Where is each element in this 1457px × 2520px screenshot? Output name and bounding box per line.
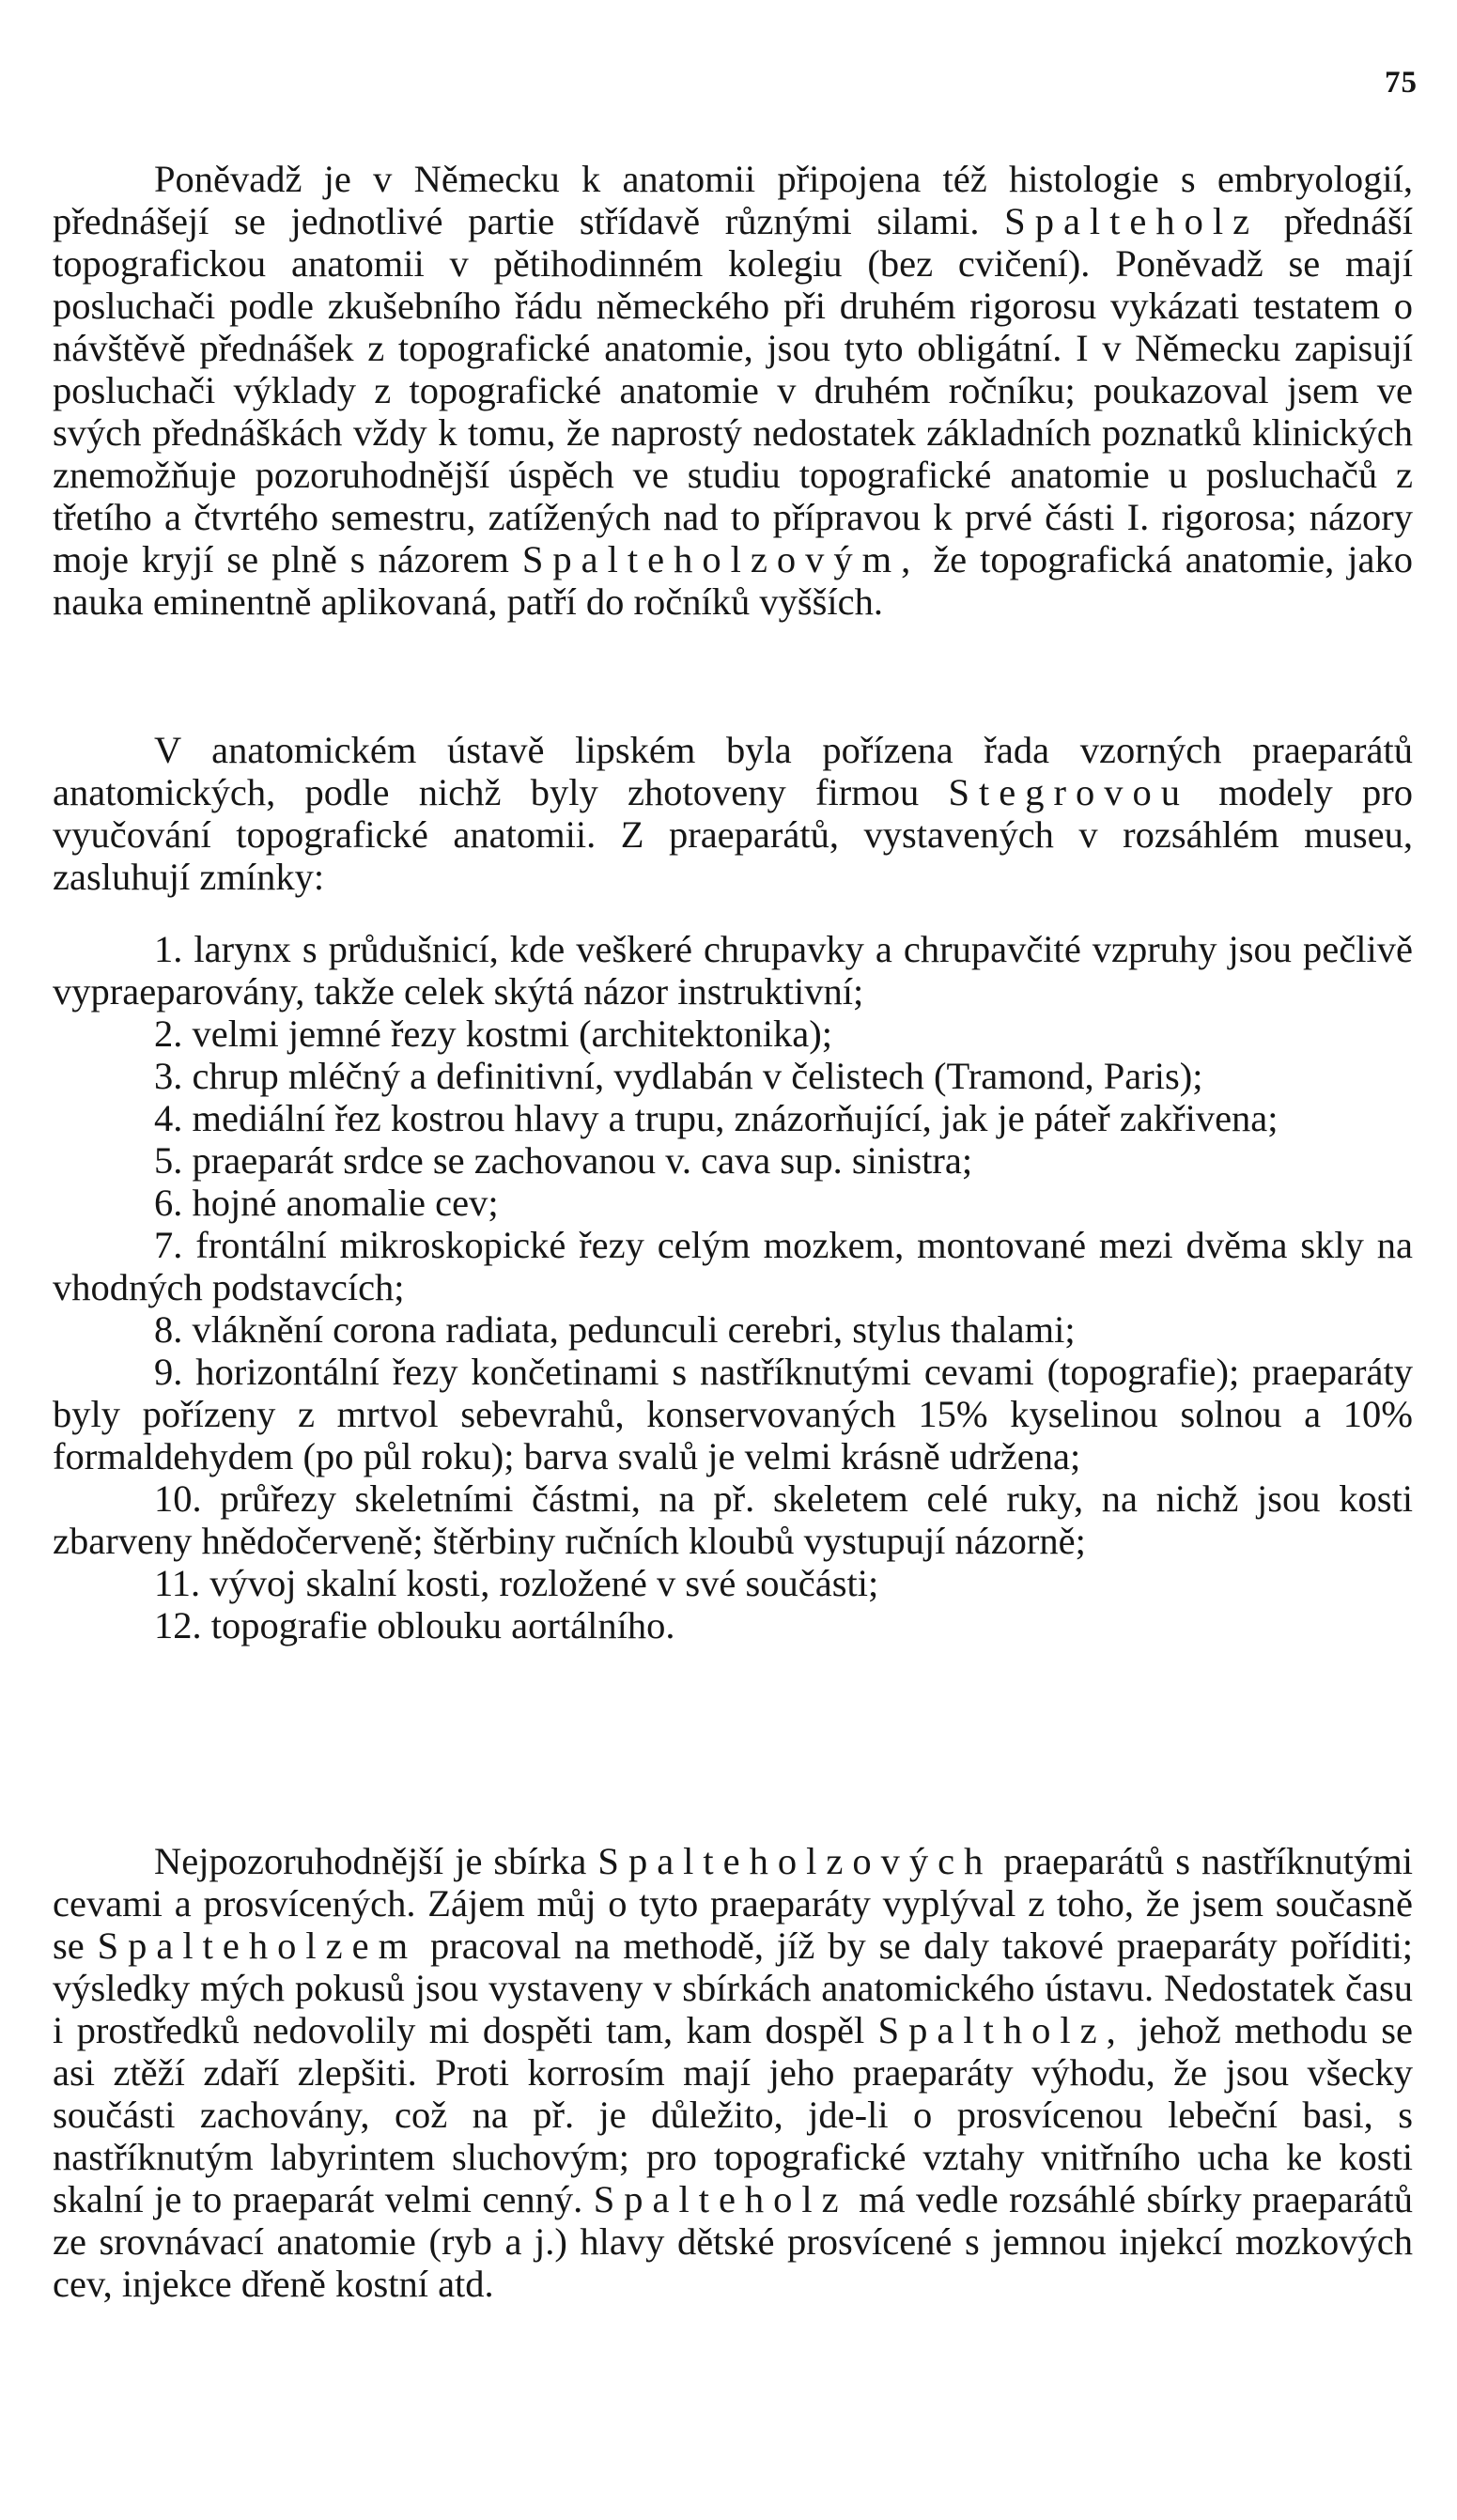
paragraph-spalteholz-collection xyxy=(53,1840,1413,2305)
list-item: 10. průřezy skeletními částmi, na př. skeletem celé ruky, na nichž jsou kosti zbarveny hnědočerveně; štěrbiny ručních kloubů vystupují názorně; xyxy=(53,1477,1413,1562)
text-run: přednáší topografickou anatomii v pětihodinném kolegiu (bez cvičení). Poněvadž se mají posluchači podle zkušebního řádu německého při druhém rigorosu vykázati testatem o návštěvě přednášek z topografické anatomie, jsou tyto obligátní. I v Německu zapisují posluchači výklady z topografické anatomie v druhém ročníku; poukazoval jsem ve svých přednáškách vždy k tomu, že naprostý nedostatek základních poznatků klinických znemožňuje pozoruhodnější úspěch ve studiu topografické anatomie u posluchačů z třetího a čtvrtého semestru, zatížených nad to přípravou k prvé části I. rigorosa; názory moje kryjí se plně s názorem xyxy=(53,200,1413,580)
text-run: že topografická anatomie, jako nauka eminentně aplikovaná, patří do ročníků vyšších. xyxy=(53,538,1413,623)
list-item: 11. vývoj skalní kosti, rozložené v své součásti; xyxy=(154,1562,879,1604)
list-item: 7. frontální mikroskopické řezy celým mozkem, montované mezi dvěma skly na vhodných podstavcích; xyxy=(53,1224,1413,1308)
page-number: 75 xyxy=(1385,66,1418,100)
text-run: Poněvadž je v Německu k anatomii připojena též histologie s embryologií, přednášejí se jednotlivé partie střídavě různými silami. xyxy=(53,158,1413,242)
text-run: praeparátů s nastříknutými cevami a prosvícených. Zájem můj o tyto praeparáty vyplýval z toho, že jsem současně se xyxy=(53,1840,1414,1967)
paragraph-text xyxy=(53,729,1413,898)
list-item: 8. vláknění corona radiata, pedunculi cerebri, stylus thalami; xyxy=(154,1308,1076,1351)
list-item: 6. hojné anomalie cev; xyxy=(154,1182,499,1224)
list-item: 12. topografie oblouku aortálního. xyxy=(154,1604,675,1647)
paragraph-spalteholz-lectures xyxy=(53,158,1413,623)
paragraph-text xyxy=(53,1840,1413,2305)
text-run: Nejpozoruhodnější je sbírka xyxy=(154,1840,598,1882)
name-spaced: Spaltholz, xyxy=(877,2009,1125,2051)
name-spaced: Spalteholzovým, xyxy=(521,538,921,580)
list-item: 1. larynx s průdušnicí, kde veškeré chrupavky a chrupavčité vzpruhy jsou pečlivě vypraeparovány, takže celek skýtá názor instruktivní; xyxy=(53,928,1413,1013)
name-spaced: Stegrovou xyxy=(948,771,1189,813)
list-item: 4. mediální řez kostrou hlavy a trupu, znázorňující, jak je páteř zakřivena; xyxy=(154,1097,1279,1139)
name-spaced: Spalteholzem xyxy=(97,1925,418,1967)
text-run: má vedle rozsáhlé sbírky praeparátů ze srovnávací anatomie (ryb a j.) hlavy dětské prosvícené s jemnou injekcí mozkových cev, injekce dřeně kostní atd. xyxy=(53,2178,1413,2305)
list-item: 2. velmi jemné řezy kostmi (architektonika); xyxy=(154,1013,833,1055)
paragraph-leipzig-institute xyxy=(53,729,1413,898)
text-run: jehož methodu se asi ztěží zdaří zlepšiti. Proti korrosím mají jeho praeparáty výhodu, že jsou všecky součásti zachovány, což na př. je důležito, jde-li o prosvícenou lebeční basi, s nastříknutým labyrintem sluchovým; pro topografické vztahy vnitřního ucha ke kosti skalní je to praeparát velmi cenný. xyxy=(53,2009,1413,2220)
paragraph-text xyxy=(53,158,1413,623)
text-run: modely pro vyučování topografické anatomii. Z praeparátů, vystavených v rozsáhlém museu, zasluhují zmínky: xyxy=(53,771,1413,898)
list-item: 5. praeparát srdce se zachovanou v. cava sup. sinistra; xyxy=(154,1139,973,1182)
name-spaced: Spalteholz xyxy=(1004,200,1260,242)
name-spaced: Spalteholzových xyxy=(597,1840,993,1882)
name-spaced: Spalteholz xyxy=(593,2178,848,2220)
preparations-list xyxy=(53,928,1413,1647)
text-run: pracoval na methodě, jíž by se daly takové praeparáty poříditi; výsledky mých pokusů jsou vystaveny v sbírkách anatomického ústavu. Nedostatek času i prostředků nedovolily mi dospěti tam, kam dospěl xyxy=(53,1925,1413,2051)
text-run: V anatomickém ústavě lipském byla pořízena řada vzorných praeparátů anatomických, podle nichž byly zhotoveny firmou xyxy=(53,729,1413,813)
list-item: 9. horizontální řezy končetinami s nastříknutými cevami (topografie); praeparáty byly pořízeny z mrtvol sebevrahů, konservovaných 15% kyselinou solnou a 10% formaldehydem (po půl roku); barva svalů je velmi krásně udržena; xyxy=(53,1351,1413,1477)
list-item: 3. chrup mléčný a definitivní, vydlabán v čelistech (Tramond, Paris); xyxy=(154,1055,1203,1097)
